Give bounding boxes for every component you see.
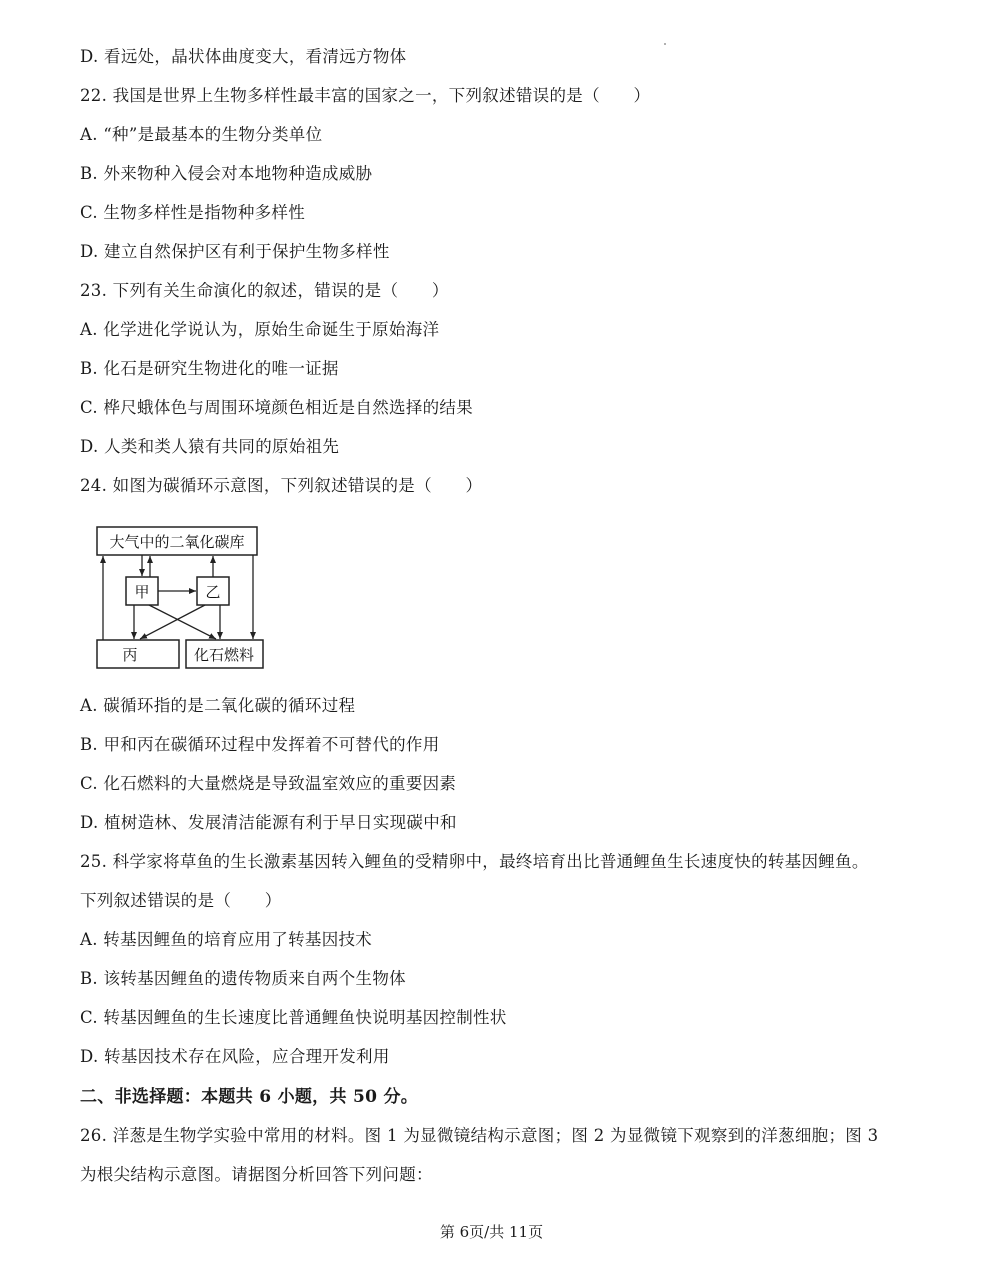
bing-box xyxy=(97,640,179,668)
q23-option-a: A. 化学进化学说认为，原始生命诞生于原始海洋 xyxy=(80,320,440,339)
page-footer: 第 6页/共 11页 xyxy=(439,1223,544,1241)
q22-option-d: D. 建立自然保护区有利于保护生物多样性 xyxy=(80,242,390,261)
q22-option-b: B. 外来物种入侵会对本地物种造成威胁 xyxy=(80,164,373,183)
q23-option-d: D. 人类和类人猿有共同的原始祖先 xyxy=(80,437,340,456)
carbon-cycle-diagram xyxy=(92,522,267,672)
q25-option-d: D. 转基因技术存在风险，应合理开发利用 xyxy=(80,1047,390,1066)
arrow-yi-to-bing xyxy=(140,605,205,639)
q23-option-c: C. 桦尺蛾体色与周围环境颜色相近是自然选择的结果 xyxy=(80,398,474,417)
question-23: 23. 下列有关生命演化的叙述，错误的是（ ） xyxy=(80,281,449,300)
fossil-fuel-label: 化石燃料 xyxy=(193,646,255,664)
question-26-line2: 为根尖结构示意图。请据图分析回答下列问题： xyxy=(80,1165,433,1184)
q23-option-b: B. 化石是研究生物进化的唯一证据 xyxy=(80,359,339,378)
atmosphere-label: 大气中的二氧化碳库 xyxy=(109,533,245,551)
q22-option-c: C. 生物多样性是指物种多样性 xyxy=(80,203,306,222)
q24-option-c: C. 化石燃料的大量燃烧是导致温室效应的重要因素 xyxy=(80,774,457,793)
question-25-line2: 下列叙述错误的是（ ） xyxy=(80,891,282,910)
arrow-jia-to-fossil xyxy=(149,605,216,639)
q25-option-a: A. 转基因鲤鱼的培育应用了转基因技术 xyxy=(80,930,373,949)
jia-label: 甲 xyxy=(134,583,150,601)
scan-speck xyxy=(664,43,666,45)
q24-option-a: A. 碳循环指的是二氧化碳的循环过程 xyxy=(80,696,356,715)
yi-label: 乙 xyxy=(205,583,221,601)
q24-option-b: B. 甲和丙在碳循环过程中发挥着不可替代的作用 xyxy=(80,735,440,754)
section-heading: 二、非选择题：本题共 6 小题，共 50 分。 xyxy=(80,1087,419,1107)
q22-option-a: A. “种”是最基本的生物分类单位 xyxy=(80,125,323,144)
q25-option-b: B. 该转基因鲤鱼的遗传物质来自两个生物体 xyxy=(80,969,406,988)
question-22: 22. 我国是世界上生物多样性最丰富的国家之一，下列叙述错误的是（ ） xyxy=(80,86,651,105)
q25-option-c: C. 转基因鲤鱼的生长速度比普通鲤鱼快说明基因控制性状 xyxy=(80,1008,507,1027)
bing-label: 丙 xyxy=(122,646,138,664)
question-25-line1: 25. 科学家将草鱼的生长激素基因转入鲤鱼的受精卵中，最终培育出比普通鲤鱼生长速度快的转基因鲤鱼。 xyxy=(80,852,869,871)
question-24: 24. 如图为碳循环示意图，下列叙述错误的是（ ） xyxy=(80,476,483,495)
q24-option-d: D. 植树造林、发展清洁能源有利于早日实现碳中和 xyxy=(80,813,457,832)
question-26-line1: 26. 洋葱是生物学实验中常用的材料。图 1 为显微镜结构示意图；图 2 为显微镜下观察到的洋葱细胞；图 3 xyxy=(80,1126,879,1145)
option-d-q21: D. 看远处，晶状体曲度变大，看清远方物体 xyxy=(80,47,407,66)
